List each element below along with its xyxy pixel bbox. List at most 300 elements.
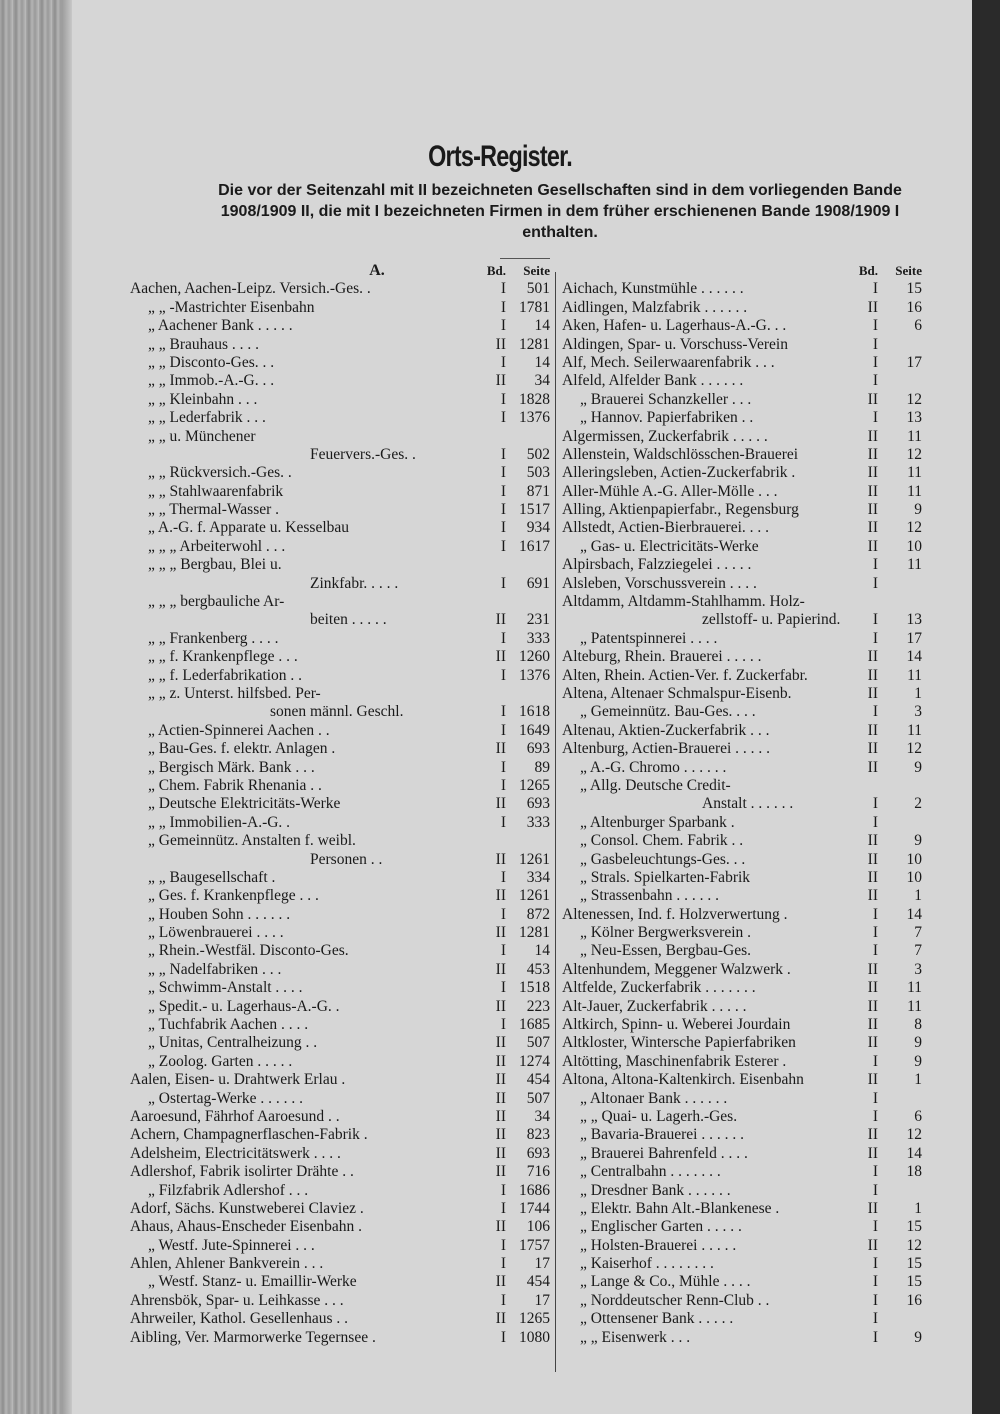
entry-name: „ „ „ Bergbau, Blei u. [148,556,282,574]
entry-page: 11 [907,997,922,1015]
entry-name: „ Centralbahn . . . . . . . [580,1163,721,1181]
register-entry [562,722,922,740]
entry-name: Personen . . [310,850,383,868]
register-entry [562,869,922,887]
register-entry [130,887,550,905]
register-entry [130,1329,550,1347]
entry-volume: II [495,1089,506,1107]
register-entry [562,1273,922,1291]
entry-page: 14 [534,317,550,335]
entry-name: „ Houben Sohn . . . . . . [148,905,291,923]
entry-page: 106 [526,1218,550,1236]
entry-volume: II [495,740,506,758]
entry-name: „ „ „ Arbeiterwohl . . . [148,537,286,555]
left-entries [130,280,550,1347]
register-entry [130,501,550,519]
entry-name: „ Rhein.-Westfäl. Disconto-Ges. [148,942,349,960]
entry-volume: I [872,280,878,298]
register-entry [130,1273,550,1291]
header-bd: Bd. [858,263,878,278]
register-entry [562,759,922,777]
entry-volume [474,556,506,574]
entry-page: 3 [914,960,922,978]
entry-name: „ A.-G. Chromo . . . . . . [580,758,727,776]
entry-name: Aller-Mühle A.-G. Aller-Mölle . . . [562,482,778,500]
entry-name: „ „ Immobilien-A.-G. . [148,813,291,831]
register-entry [130,722,550,740]
entry-page: 1261 [519,850,550,868]
entry-name: Altona, Altona-Kaltenkirch. Eisenbahn [562,1071,804,1089]
entry-volume: II [867,1016,878,1034]
entry-page: 11 [907,556,922,574]
register-entry [562,280,922,298]
register-entry [562,593,922,611]
entry-name: Alsleben, Vorschussverein . . . . [562,574,757,592]
column-header [562,262,922,280]
entry-page: 231 [526,611,550,629]
entry-volume: I [872,942,878,960]
register-entry [562,942,922,960]
entry-volume: II [495,924,506,942]
entry-page: 10 [906,537,922,555]
entry-volume: I [500,445,506,463]
entry-volume: II [867,537,878,555]
entry-page: 34 [534,372,550,390]
entry-page [878,1310,922,1328]
entry-volume: II [495,1163,506,1181]
entry-page: 1649 [519,721,550,739]
entry-name: sonen männl. Geschl. [270,703,404,721]
entry-name: „ Ges. f. Krankenpflege . . . [148,887,319,905]
entry-name: „ Chem. Fabrik Rhenania . . [148,776,322,794]
entry-page: 693 [526,1144,550,1162]
entry-volume: I [872,574,878,592]
entry-name: „ Actien-Spinnerei Aachen . . [148,721,330,739]
entry-volume: II [867,1236,878,1254]
register-entry [130,593,550,611]
entry-volume: II [495,372,506,390]
entry-name: „ Gasbeleuchtungs-Ges. . . [580,850,746,868]
entry-page: 716 [526,1163,550,1181]
entry-page: 501 [526,280,550,298]
entry-name: Altenhundem, Meggener Walzwerk . [562,960,791,978]
entry-name: „ Ostertag-Werke . . . . . . [148,1089,303,1107]
entry-volume: I [872,1291,878,1309]
entry-name: Ahrweiler, Kathol. Gesellenhaus . . [130,1310,349,1328]
entry-name: Altenessen, Ind. f. Holzverwertung . [562,905,788,923]
entry-volume: I [500,298,506,316]
entry-page: 502 [526,445,550,463]
entry-volume: I [500,1181,506,1199]
entry-page: 11 [907,721,922,739]
entry-volume: I [500,666,506,684]
entry-volume [474,832,506,850]
title-rule [500,258,550,259]
entry-volume: I [500,280,506,298]
register-entry [562,998,922,1016]
entry-page: 1261 [519,887,550,905]
intro-line: 1908/1909 II, die mit I bezeichneten Firmen in dem früher erschienenen Bande 1908/1909 I [220,203,900,220]
entry-volume: II [867,1034,878,1052]
entry-name: „ Gemeinnütz. Anstalten f. weibl. [148,832,356,850]
entry-page: 693 [526,795,550,813]
intro-line: Die vor der Seitenzahl mit II bezeichneten Gesellschaften sind in dem vorliegenden Bande [218,182,902,199]
entry-volume: II [867,482,878,500]
entry-volume: I [500,1199,506,1217]
entry-volume: I [872,1089,878,1107]
entry-name: „ Löwenbrauerei . . . . [148,924,284,942]
entry-name: Allenstein, Waldschlösschen-Brauerei [562,445,799,463]
entry-page: 7 [914,942,922,960]
entry-page: 1 [914,887,922,905]
entry-name: Altenau, Aktien-Zuckerfabrik . . . [562,721,770,739]
entry-name: Adlershof, Fabrik isolirter Drähte . . [130,1163,354,1181]
register-entry [562,501,922,519]
entry-name: „ „ „ bergbauliche Ar- [148,593,285,611]
entry-page: 8 [914,1016,922,1034]
entry-page: 1517 [519,501,550,519]
entry-volume: I [500,776,506,794]
entry-name: Aaroesund, Fährhof Aaroesund . . [130,1107,340,1125]
register-entry [562,777,922,795]
register-entry [562,1034,922,1052]
entry-name: Aidlingen, Malzfabrik . . . . . . [562,298,748,316]
entry-page: 9 [914,501,922,519]
entry-name: Aldingen, Spar- u. Vorschuss-Verein [562,335,788,353]
entry-name: Adelsheim, Electricitätswerk . . . . [130,1144,341,1162]
register-entry [130,354,550,372]
entry-name: Ahlen, Ahlener Bankverein . . . [130,1255,324,1273]
register-entry [562,630,922,648]
entry-name: „ Brauerei Bahrenfeld . . . . [580,1144,748,1162]
entry-name: „ Neu-Essen, Bergbau-Ges. [580,942,752,960]
entry-name: „ Aachener Bank . . . . . [148,317,293,335]
entry-volume [846,777,878,795]
entry-page: 1618 [519,703,550,721]
entry-volume: II [495,887,506,905]
entry-volume: II [867,1071,878,1089]
entry-volume: I [872,1273,878,1291]
entry-volume: II [495,795,506,813]
register-entry [130,648,550,666]
register-entry [130,409,550,427]
entry-page: 12 [906,390,922,408]
entry-name: Alteburg, Rhein. Brauerei . . . . . [562,648,762,666]
entry-volume: I [872,335,878,353]
entry-name: Alling, Aktienpapierfabr., Regensburg [562,501,799,519]
register-entry [130,814,550,832]
entry-volume: I [872,1181,878,1199]
entry-page: 453 [526,960,550,978]
entry-page: 1781 [519,298,550,316]
entry-name: „ „ Nadelfabriken . . . [148,960,282,978]
entry-page: 507 [526,1034,550,1052]
entry-volume: I [500,574,506,592]
entry-page: 7 [914,924,922,942]
register-entry [562,299,922,317]
register-entry [130,336,550,354]
entry-name: „ „ Quai- u. Lagerh.-Ges. [580,1107,738,1125]
entry-volume: II [495,1144,506,1162]
entry-volume: II [867,1199,878,1217]
entry-name: „ Spedit.- u. Lagerhaus-A.-G. . [148,997,340,1015]
header-seite: Seite [523,263,550,278]
register-entry [562,1218,922,1236]
entry-page: 223 [526,997,550,1015]
register-entry [130,1090,550,1108]
entry-page: 13 [906,611,922,629]
entry-page: 14 [534,942,550,960]
entry-page [878,575,922,593]
entry-name: Alt-Jauer, Zuckerfabrik . . . . . [562,997,747,1015]
entry-volume: I [500,501,506,519]
register-entry [130,1237,550,1255]
entry-name: zellstoff- u. Papierind. [702,611,841,629]
entry-name: „ Schwimm-Anstalt . . . . [148,979,303,997]
entry-name: Feuervers.-Ges. . [310,445,416,463]
section-letter-blank [562,262,846,280]
entry-page [506,556,550,574]
column-divider [555,272,556,1372]
register-entry [562,1292,922,1310]
entry-name: „ Hannov. Papierfabriken . . [580,409,754,427]
entry-volume: II [495,1034,506,1052]
entry-page: 9 [914,1328,922,1346]
entry-volume: II [495,1273,506,1291]
entry-page: 14 [534,353,550,371]
entry-volume: II [867,501,878,519]
entry-volume: I [872,1218,878,1236]
entry-page: 14 [906,648,922,666]
entry-page: 17 [534,1291,550,1309]
register-entry [562,1126,922,1144]
entry-page: 1828 [519,390,550,408]
entry-page: 18 [906,1163,922,1181]
entry-page: 12 [906,1126,922,1144]
entry-name: „ Bau-Ges. f. elektr. Anlagen . [148,740,336,758]
entry-volume: II [495,850,506,868]
register-entry [130,777,550,795]
entry-name: Alten, Rhein. Actien-Ver. f. Zuckerfabr. [562,666,808,684]
register-entry [130,1071,550,1089]
entry-page: 16 [906,298,922,316]
entry-volume: I [500,1291,506,1309]
entry-name: „ „ Kleinbahn . . . [148,390,258,408]
register-entry [130,446,550,464]
entry-page: 1274 [519,1052,550,1070]
entry-page [878,777,922,795]
entry-name: „ Kölner Bergwerksverein . [580,924,752,942]
entry-volume: II [867,445,878,463]
register-entry [562,428,922,446]
entry-name: „ „ Stahlwaarenfabrik [148,482,284,500]
entry-name: Anstalt . . . . . . [702,795,794,813]
entry-name: „ Westf. Jute-Spinnerei . . . [148,1236,315,1254]
entry-volume: II [867,666,878,684]
entry-volume: II [495,1071,506,1089]
book-binding-edge [0,0,62,1414]
entry-page: 13 [906,409,922,427]
entry-name: Altena, Altenaer Schmalspur-Eisenb. [562,684,792,702]
entry-page: 12 [906,740,922,758]
register-entry [562,1310,922,1328]
entry-name: Altfelde, Zuckerfabrik . . . . . . . [562,979,756,997]
entry-volume: II [495,1052,506,1070]
entry-name: „ Dresdner Bank . . . . . . [580,1181,731,1199]
entry-volume: I [500,1236,506,1254]
register-entry [130,1126,550,1144]
entry-page: 1265 [519,1310,550,1328]
entry-volume: I [872,611,878,629]
entry-volume: II [867,758,878,776]
entry-volume: I [500,979,506,997]
entry-volume [474,685,506,703]
entry-volume: I [500,519,506,537]
register-entry [130,667,550,685]
entry-volume: I [872,703,878,721]
entry-name: „ Consol. Chem. Fabrik . . [580,832,744,850]
entry-page: 1281 [519,335,550,353]
entry-page: 14 [906,1144,922,1162]
entry-page: 1376 [519,666,550,684]
header-seite: Seite [895,263,922,278]
entry-name: „ Norddeutscher Renn-Club . . [580,1291,770,1309]
entry-volume: I [500,1016,506,1034]
entry-volume: I [500,629,506,647]
register-entry [562,924,922,942]
register-entry [130,464,550,482]
entry-page [878,336,922,354]
entry-name: „ Unitas, Centralheizung . . [148,1034,318,1052]
entry-volume: I [872,1255,878,1273]
entry-page: 333 [526,813,550,831]
entry-name: Aalen, Eisen- u. Drahtwerk Erlau . [130,1071,346,1089]
register-entry [562,317,922,335]
register-entry [130,1053,550,1071]
register-entry [562,391,922,409]
register-entry [562,409,922,427]
entry-volume: I [872,409,878,427]
entry-name: „ Kaiserhof . . . . . . . . [580,1255,714,1273]
entry-name: „ „ -Mastrichter Eisenbahn [148,298,315,316]
entry-page: 1 [914,684,922,702]
entry-volume: I [872,1310,878,1328]
entry-volume: I [872,372,878,390]
entry-volume: II [495,611,506,629]
entry-name: „ Lange & Co., Mühle . . . . [580,1273,751,1291]
register-entry [130,1292,550,1310]
entry-volume: II [867,850,878,868]
entry-volume: I [500,537,506,555]
entry-name: „ A.-G. f. Apparate u. Kesselbau [148,519,350,537]
entry-page: 1281 [519,924,550,942]
entry-page: 507 [526,1089,550,1107]
entry-volume: I [500,409,506,427]
entry-page: 1686 [519,1181,550,1199]
register-entry [130,630,550,648]
entry-volume: II [867,1126,878,1144]
entry-page: 11 [907,427,922,445]
register-entry [562,538,922,556]
entry-volume: II [867,427,878,445]
entry-page [878,593,922,611]
entry-page: 12 [906,1236,922,1254]
page-title: Orts-Register. [428,140,572,173]
register-entry [130,299,550,317]
register-entry [562,483,922,501]
entry-name: Alpirsbach, Falzziegelei . . . . . [562,556,752,574]
entry-volume: II [495,997,506,1015]
register-entry [130,483,550,501]
entry-page: 1617 [519,537,550,555]
register-entry [562,354,922,372]
entry-volume: II [867,832,878,850]
entry-page: 3 [914,703,922,721]
entry-volume: II [495,1310,506,1328]
register-entry [130,317,550,335]
register-entry [562,1163,922,1181]
entry-page: 1757 [519,1236,550,1254]
entry-name: „ „ Eisenwerk . . . [580,1328,691,1346]
entry-page: 503 [526,464,550,482]
register-entry [130,1200,550,1218]
entry-volume [474,593,506,611]
register-entry [562,1200,922,1218]
entry-page: 9 [914,1052,922,1070]
entry-volume: I [500,1328,506,1346]
entry-name: „ Filzfabrik Adlershof . . . [148,1181,309,1199]
entry-name: „ Brauerei Schanzkeller . . . [580,390,752,408]
entry-name: „ Strals. Spielkarten-Fabrik [580,868,751,886]
entry-page: 823 [526,1126,550,1144]
entry-page: 11 [907,979,922,997]
register-entry [130,372,550,390]
entry-name: „ „ Disconto-Ges. . . [148,353,275,371]
entry-volume: II [867,740,878,758]
entry-volume: II [867,868,878,886]
entry-page: 1 [914,1071,922,1089]
entry-name: beiten . . . . . [310,611,387,629]
register-entry [130,869,550,887]
register-entry [130,1310,550,1328]
entry-page [878,814,922,832]
register-entry [562,906,922,924]
register-entry [562,740,922,758]
entry-name: Ahrensbök, Spar- u. Leihkasse . . . [130,1291,344,1309]
register-entry [130,1145,550,1163]
entry-name: „ Holsten-Brauerei . . . . . [580,1236,737,1254]
register-entry [130,961,550,979]
entry-volume: II [867,721,878,739]
register-entry [130,611,550,629]
header-bd: Bd. [486,263,506,278]
entry-name: „ Allg. Deutsche Credit- [580,776,731,794]
entry-name: „ Gemeinnütz. Bau-Ges. . . . [580,703,756,721]
entry-volume: II [495,648,506,666]
entry-page: 15 [906,1273,922,1291]
entry-name: „ Elektr. Bahn Alt.-Blankenese . [580,1199,780,1217]
entry-page: 6 [914,317,922,335]
entry-name: „ Strassenbahn . . . . . . [580,887,720,905]
entry-page: 1376 [519,409,550,427]
entry-name: Altdamm, Altdamm-Stahlhamm. Holz- [562,593,805,611]
entry-volume: II [867,997,878,1015]
entry-page: 9 [914,758,922,776]
entry-volume: II [867,1144,878,1162]
entry-volume: I [500,905,506,923]
entry-name: „ Bavaria-Brauerei . . . . . . [580,1126,744,1144]
entry-page: 1 [914,1199,922,1217]
